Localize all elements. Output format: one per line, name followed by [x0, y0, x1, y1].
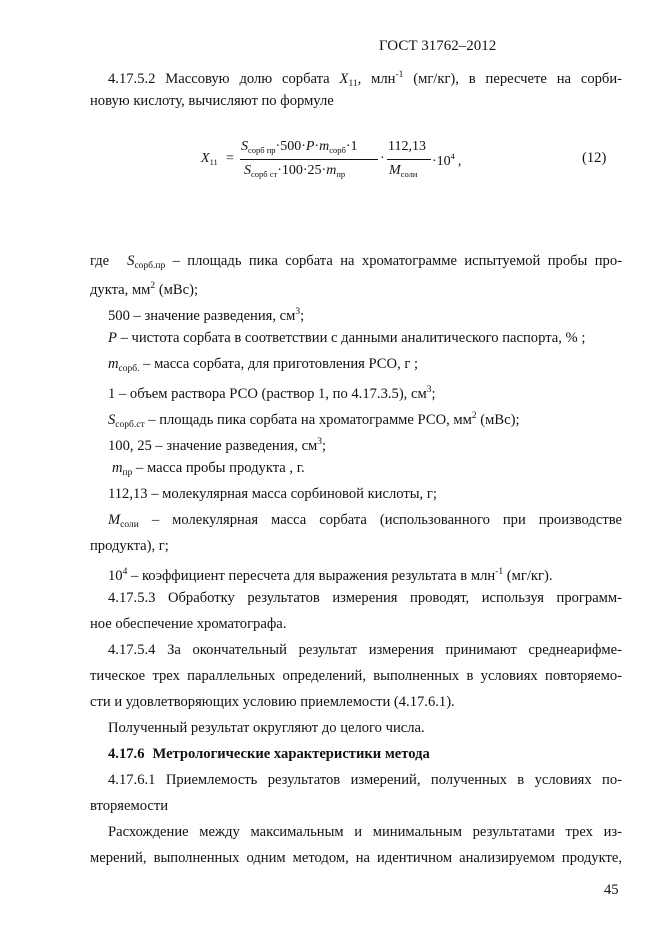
formula-denominator: $S_{сорб ст}\cdot 100\cdot 25\cdot m_{пр}$ — [244, 163, 346, 179]
fraction-bar-1 — [240, 159, 378, 160]
doc-header: ГОСТ 31762–2012 — [379, 38, 497, 54]
formula-equals: = — [226, 151, 234, 166]
def-m-soli: $M_{соли}$ – молекулярная масса сорбата (использованного при производстве — [108, 512, 622, 530]
def-1: 1 – объем раствора РСО (раствор 1, по 4.17.3.5), $см^3$; — [108, 385, 436, 402]
para-discrepancy-line-2: мерений, выполненных одним методом, на идентичном анализируемом продукте, — [90, 850, 622, 866]
fraction-2-denominator: $M_{соли}$ — [389, 163, 418, 179]
def-500: 500 – значение разведения, $см^3$; — [108, 307, 305, 324]
para-4-17-5-4-line-1: 4.17.5.4 За окончательный результат измерения принимают среднеарифме- — [108, 642, 622, 658]
def-m-pr: $m_{пр}$ – масса пробы продукта , г. — [112, 460, 305, 478]
intro-line-2: новую кислоту, вычисляют по формуле — [90, 93, 334, 109]
para-4-17-6-1-line-2: вторяемости — [90, 798, 169, 814]
para-discrepancy-line-1: Расхождение между максимальным и минимальным результатами трех из- — [108, 824, 622, 840]
def-s-sorb-pr: где $S_{сорб.пр}$ – площадь пика сорбата на хроматограмме испытуемой пробы про- — [90, 253, 622, 271]
formula-number: (12) — [582, 150, 607, 166]
section-heading: 4.17.6 Метрологические характеристики метода — [108, 746, 430, 762]
formula-numerator: $S_{сорб пр}\cdot 500\cdot P\cdot m_{сорб}\cdot 1$ — [241, 139, 358, 155]
para-4-17-5-3-line-2: ное обеспечение хроматографа. — [90, 616, 287, 632]
formula-tail: $\cdot 10^4$ , — [432, 151, 462, 169]
fraction-2-numerator: 112,13 — [388, 139, 426, 154]
para-4-17-5-4-line-3: сти и удовлетворяющих условию приемлемости (4.17.6.1). — [90, 694, 455, 710]
intro-line-1: 4.17.5.2 Массовую долю сорбата $X_{11}$, млн$^{-1}$ (мг/кг), в пересчете на сорби- — [108, 70, 623, 89]
def-112-13: 112,13 – молекулярная масса сорбиновой кислоты, г; — [108, 486, 437, 502]
para-rounding: Полученный результат округляют до целого числа. — [108, 720, 425, 736]
def-10-4: $10^4$ – коэффициент пересчета для выражения результата в млн$^{-1}$ (мг/кг). — [108, 567, 553, 584]
para-4-17-5-3-line-1: 4.17.5.3 Обработку результатов измерения проводят, используя программ- — [108, 590, 622, 606]
para-4-17-6-1-line-1: 4.17.6.1 Приемлемость результатов измерений, полученных в условиях по- — [108, 772, 622, 788]
def-100-25: 100, 25 – значение разведения, $см^3$; — [108, 437, 327, 454]
def-p: P – чистота сорбата в соответствии с данными аналитического паспорта, % ; — [108, 330, 586, 346]
def-m-soli-cont: продукта), г; — [90, 538, 169, 554]
def-s-sorb-pr-cont: дукта, $мм^2$ (мВс); — [90, 281, 199, 298]
def-m-sorb: $m_{сорб.}$ – масса сорбата, для приготовления РСО, г ; — [108, 356, 419, 374]
para-4-17-5-4-line-2: тическое трех параллельных определений, выполненных в условиях повторяемо- — [90, 668, 622, 684]
fraction-bar-2 — [387, 159, 431, 160]
def-s-sorb-st: $S_{сорб.ст}$ – площадь пика сорбата на хроматограмме РСО, $мм^2$ (мВс); — [108, 411, 520, 430]
formula-lhs: $X_{11}$ — [201, 151, 218, 167]
formula-mult: · — [380, 151, 385, 166]
page-number: 45 — [604, 882, 619, 898]
